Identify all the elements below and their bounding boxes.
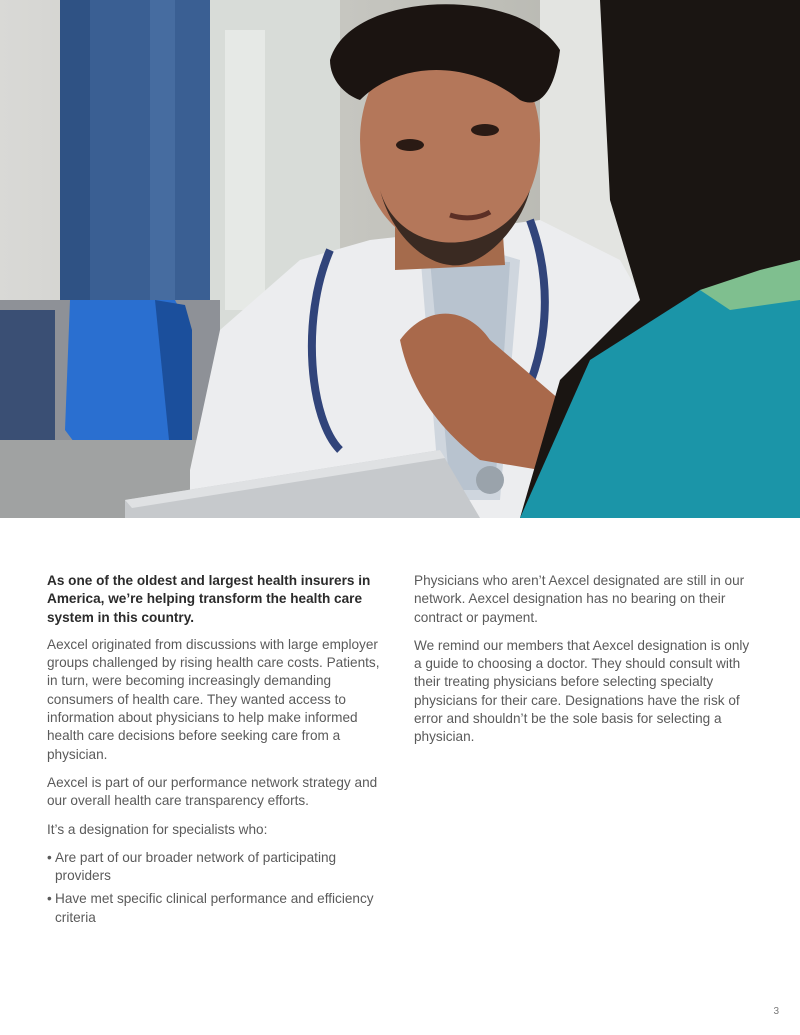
paragraph-origin: Aexcel originated from discussions with large employer groups challenged by rising health care costs. Patients, in turn, were becoming increasingly demanding consumers of health care. They wanted access to information about physicians to help make informed health care decisions before seeking care from a physician. (47, 636, 380, 762)
paragraph-reminder: We remind our members that Aexcel designation is only a guide to choosing a doctor. They should consult with their treating physicians before selecting specialty physicians for their care. Designations have the risk of error and shouldn’t be the sole basis for selecting a physician. (414, 637, 750, 745)
page-number: 3 (773, 1006, 779, 1017)
bullet-icon: • (47, 849, 52, 865)
designation-criteria-list (47, 849, 392, 927)
left-column (47, 572, 392, 932)
list-item (47, 849, 392, 886)
lead-statement: As one of the oldest and largest health insurers in America, we’re helping transform the health care system in this country. (47, 573, 371, 625)
paragraph-non-designated: Physicians who aren’t Aexcel designated are still in our network. Aexcel designation has no bearing on their contract or payment. (414, 573, 745, 625)
list-item-text: Are part of our broader network of participating providers (55, 849, 337, 884)
list-item-text: Have met specific clinical performance and efficiency criteria (55, 891, 374, 925)
paragraph-designation-intro: It’s a designation for specialists who: (47, 821, 268, 837)
list-item (47, 890, 392, 927)
bullet-icon: • (47, 891, 52, 907)
right-column (414, 572, 754, 757)
paragraph-strategy: Aexcel is part of our performance network strategy and our overall health care transparency efforts. (47, 774, 378, 809)
